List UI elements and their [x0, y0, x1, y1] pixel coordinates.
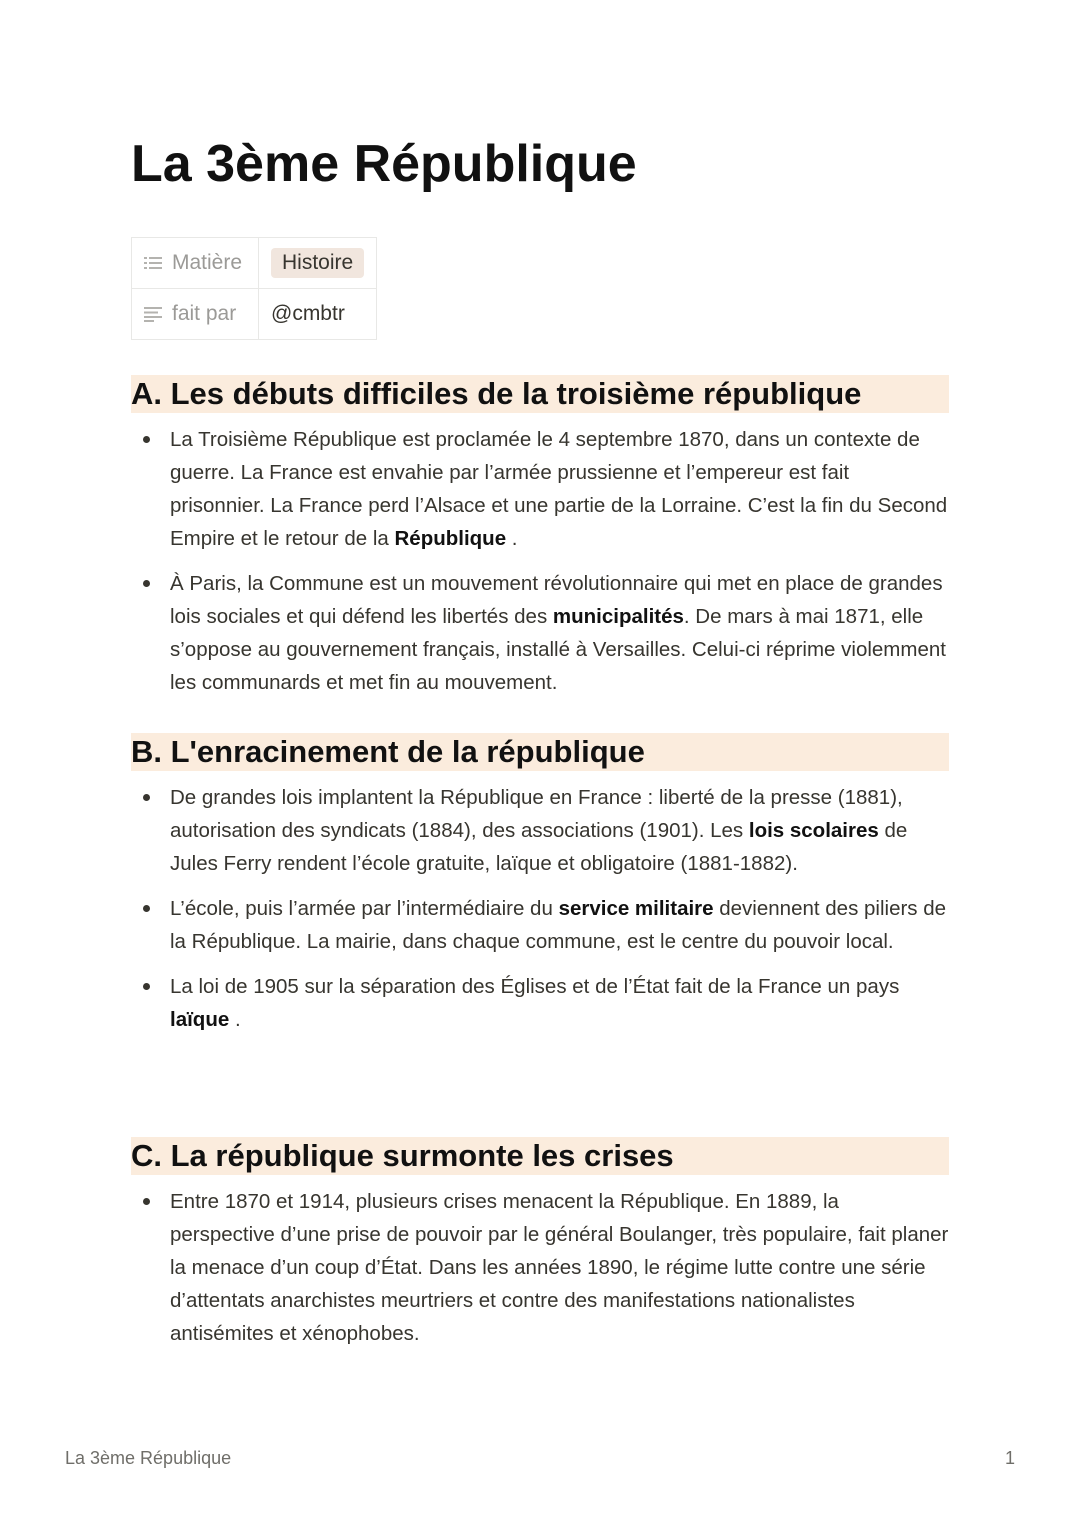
property-row — [132, 238, 377, 289]
page-number: 1 — [1004, 1448, 1015, 1468]
bullet-item: La loi de 1905 sur la séparation des Églises et de l’État fait de la France un pays laïque . — [131, 970, 949, 1036]
section-a — [131, 375, 949, 699]
section-heading: B. L'enracinement de la république — [131, 733, 949, 771]
section-c — [131, 1137, 949, 1350]
bullet-item: L’école, puis l’armée par l’intermédiaire du service militaire deviennent des piliers de la République. La mairie, dans chaque commune, est le centre du pouvoir local. — [131, 892, 949, 958]
property-key[interactable] — [132, 289, 259, 340]
bullet-item: La Troisième République est proclamée le 4 septembre 1870, dans un contexte de guerre. La France est envahie par l’armée prussienne et l’empereur est fait prisonnier. La France perd l’Alsace et une partie de la Lorraine. C’est la fin du Second Empire et le retour de la République . — [131, 423, 949, 555]
bullet-item: De grandes lois implantent la République en France : liberté de la presse (1881), autorisation des syndicats (1884), des associations (1901). Les lois scolaires de Jules Ferry rendent l’école gratuite, laïque et obligatoire (1881-1882). — [131, 781, 949, 880]
list-icon — [144, 255, 162, 271]
bullet-list — [131, 423, 949, 699]
text-lines-icon — [144, 306, 162, 322]
property-key-label: fait par — [172, 302, 237, 325]
property-row — [132, 289, 377, 340]
property-key[interactable] — [132, 238, 259, 289]
property-value[interactable] — [259, 238, 377, 289]
bullet-item: Entre 1870 et 1914, plusieurs crises menacent la République. En 1889, la perspective d’une prise de pouvoir par le général Boulanger, très populaire, fait planer la menace d’un coup d’État. Dans les années 1890, le régime lutte contre une série d’attentats anarchistes meurtriers et contre des manifestations nationalistes antisémites et xénophobes. — [131, 1185, 949, 1350]
properties-table — [131, 237, 377, 340]
section-b — [131, 733, 949, 1036]
property-key-label: Matière — [172, 251, 243, 274]
bullet-item: À Paris, la Commune est un mouvement révolutionnaire qui met en place de grandes lois sociales et qui défend les libertés des municipalités. De mars à mai 1871, elle s’oppose au gouvernement français, installé à Versailles. Celui-ci réprime violemment les communards et met fin au mouvement. — [131, 567, 949, 699]
subject-tag[interactable]: Histoire — [271, 248, 364, 278]
bullet-list — [131, 1185, 949, 1350]
footer-title: La 3ème République — [65, 1448, 232, 1468]
bullet-list — [131, 781, 949, 1036]
section-heading: C. La république surmonte les crises — [131, 1137, 949, 1175]
page-title: La 3ème République — [131, 135, 637, 193]
author-mention[interactable]: @cmbtr — [271, 302, 345, 325]
section-heading: A. Les débuts difficiles de la troisième république — [131, 375, 949, 413]
property-value[interactable] — [259, 289, 377, 340]
